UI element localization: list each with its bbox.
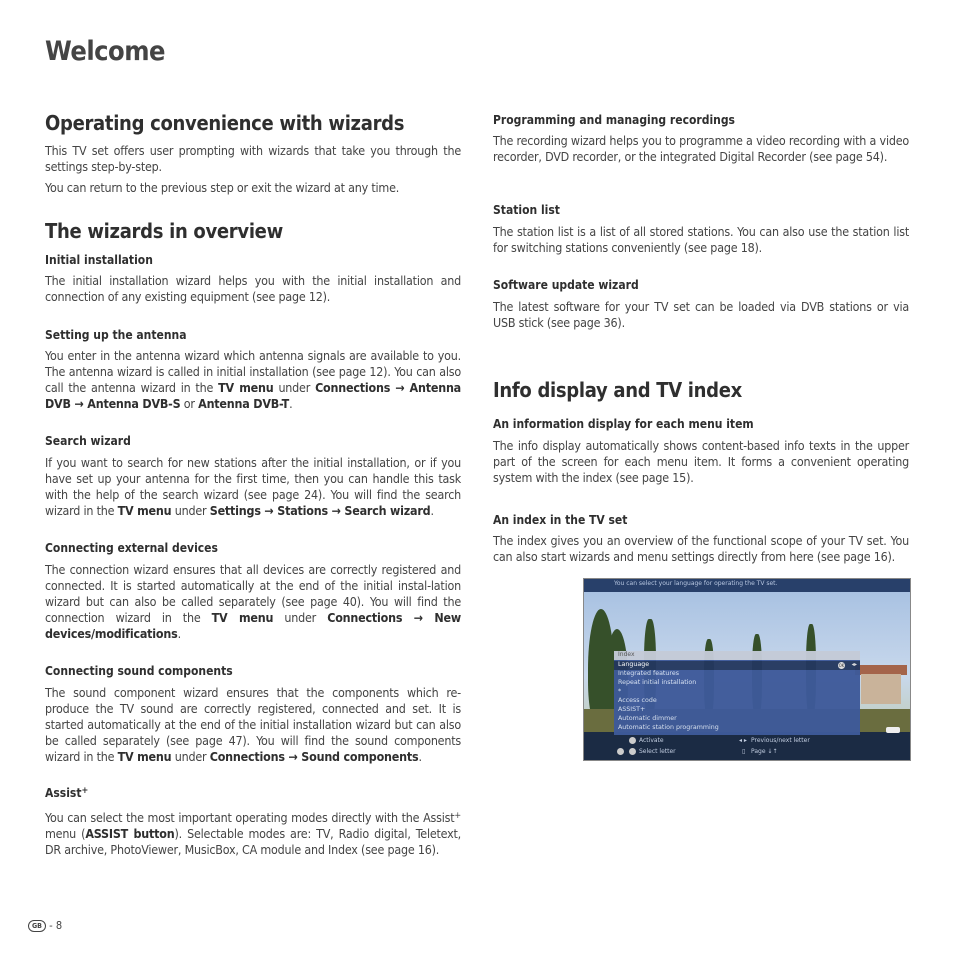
ok-button-icon xyxy=(629,737,636,744)
left-right-arrows-icon: ◂ ▸ xyxy=(739,737,747,744)
tv-menu-title: Index xyxy=(618,651,635,658)
heading-wizards-overview: The wizards in overview xyxy=(45,219,283,243)
hint-select-letter: Select letter xyxy=(639,748,676,755)
tv-menu-selection-bar xyxy=(614,661,860,670)
tv-menu-item: Integrated features xyxy=(618,670,679,677)
paragraph-initial-installation: The initial installation wizard helps you with the initial installation and connection of any existing equipment (see page 12). xyxy=(45,273,461,304)
heading-software-update: Software update wizard xyxy=(493,278,639,292)
paragraph-info-display: The info display automatically shows content-based info texts in the upper part of the screen for each menu item. It forms a convenient operating system with the index (see page 15). xyxy=(493,438,909,485)
paragraph-antenna: You enter in the antenna wizard which antenna signals are available to you. The antenna wizard is called in initial installation (see page 12). You can also call the antenna wizard in the TV menu under Connections → Antenna DVB → Antenna DVB-S or Antenna DVB-T. xyxy=(45,348,462,411)
paragraph-convenience-2: You can return to the previous step or exit the wizard at any time. xyxy=(45,180,400,195)
heading-index: An index in the TV set xyxy=(493,513,628,527)
page-icon: ▯ xyxy=(742,748,746,755)
tv-info-text: You can select your language for operating the TV set. xyxy=(614,580,778,587)
color-button-icon xyxy=(617,748,624,755)
heading-search-wizard: Search wizard xyxy=(45,434,131,448)
tv-menu-item: Repeat initial installation xyxy=(618,679,697,686)
tv-menu-title-bar xyxy=(614,651,860,660)
tv-hint-bar xyxy=(584,735,910,760)
paragraph-assist: You can select the most important operating modes directly with the Assist+ menu (ASSIST button). Selectable modes are: TV, Radio digital, Teletext, DR archive, PhotoViewer, MusicBox, CA module and Index (see page 16). xyxy=(45,810,462,857)
color-button-icon xyxy=(629,748,636,755)
tv-info-bar xyxy=(584,579,910,592)
paragraph-external-devices: The connection wizard ensures that all devices are correctly registered and connected. It is started automatically at the end of the initial instal-lation wizard but can also be called separately (see page 40). You will find the connection wizard in the TV menu under Connections → New devices/modifications. xyxy=(45,562,462,641)
paragraph-software-update: The latest software for your TV set can be loaded via DVB stations or via USB stick (see page 36). xyxy=(493,299,909,330)
tv-index-menu xyxy=(614,651,860,735)
tv-menu-item: Automatic dimmer xyxy=(618,715,677,722)
house-image xyxy=(861,674,901,704)
tv-menu-item: Language xyxy=(618,661,650,668)
arrows-icon: ◂▸ xyxy=(851,661,857,668)
heading-sound-components: Connecting sound components xyxy=(45,664,233,678)
tv-menu-item: * xyxy=(618,688,622,695)
hint-prev-next: Previous/next letter xyxy=(751,737,810,744)
paragraph-sound-components: The sound component wizard ensures that the components which re-produce the TV sound are correctly registered, connected and set. It is started automatically at the end of the initial installation wizard but can also be called separately (see page 47). You will find the sound components wizard in the TV menu under Connections → Sound components. xyxy=(45,685,461,764)
heading-info-display: An information display for each menu item xyxy=(493,417,754,431)
paragraph-station-list: The station list is a list of all stored stations. You can also use the station list for switching stations conveniently (see page 18). xyxy=(493,224,909,255)
paragraph-index: The index gives you an overview of the functional scope of your TV set. You can also start wizards and menu settings directly from here (see page 16). xyxy=(493,533,909,564)
country-badge: GB xyxy=(28,920,46,932)
heading-assist: Assist+ xyxy=(45,786,89,800)
heading-station-list: Station list xyxy=(493,203,560,217)
tv-menu-item: Automatic station programming xyxy=(618,724,719,731)
paragraph-recordings: The recording wizard helps you to programme a video recording with a video recorder, DVD recorder, or the integrated Digital Recorder (see page 54). xyxy=(493,133,909,164)
heading-info-display-tv-index: Info display and TV index xyxy=(493,378,742,402)
tv-menu-item: ASSIST+ xyxy=(618,706,646,713)
heading-operating-convenience: Operating convenience with wizards xyxy=(45,111,405,135)
heading-recordings: Programming and managing recordings xyxy=(493,113,735,127)
ok-button-icon: OK xyxy=(838,663,845,668)
brand-logo-icon xyxy=(886,727,900,733)
heading-setting-up-antenna: Setting up the antenna xyxy=(45,328,187,342)
page-title: Welcome xyxy=(45,36,166,67)
heading-external-devices: Connecting external devices xyxy=(45,541,218,555)
paragraph-convenience-1: This TV set offers user prompting with wizards that take you through the settings step-by-step. xyxy=(45,143,461,174)
tv-index-screenshot xyxy=(583,578,911,761)
hint-activate: Activate xyxy=(639,737,664,744)
page-number: - 8 xyxy=(49,919,63,932)
heading-initial-installation: Initial installation xyxy=(45,253,153,267)
paragraph-search-wizard: If you want to search for new stations after the initial installation, or if you have set up your antenna for the first time, then you can handle this task with the help of the search wizard (see page 24). You will find the search wizard in the TV menu under Settings → Stations → Search wizard. xyxy=(45,455,461,518)
hint-page: Page ↓↑ xyxy=(751,748,778,755)
tv-menu-item: Access code xyxy=(618,697,657,704)
page-footer xyxy=(28,919,62,932)
